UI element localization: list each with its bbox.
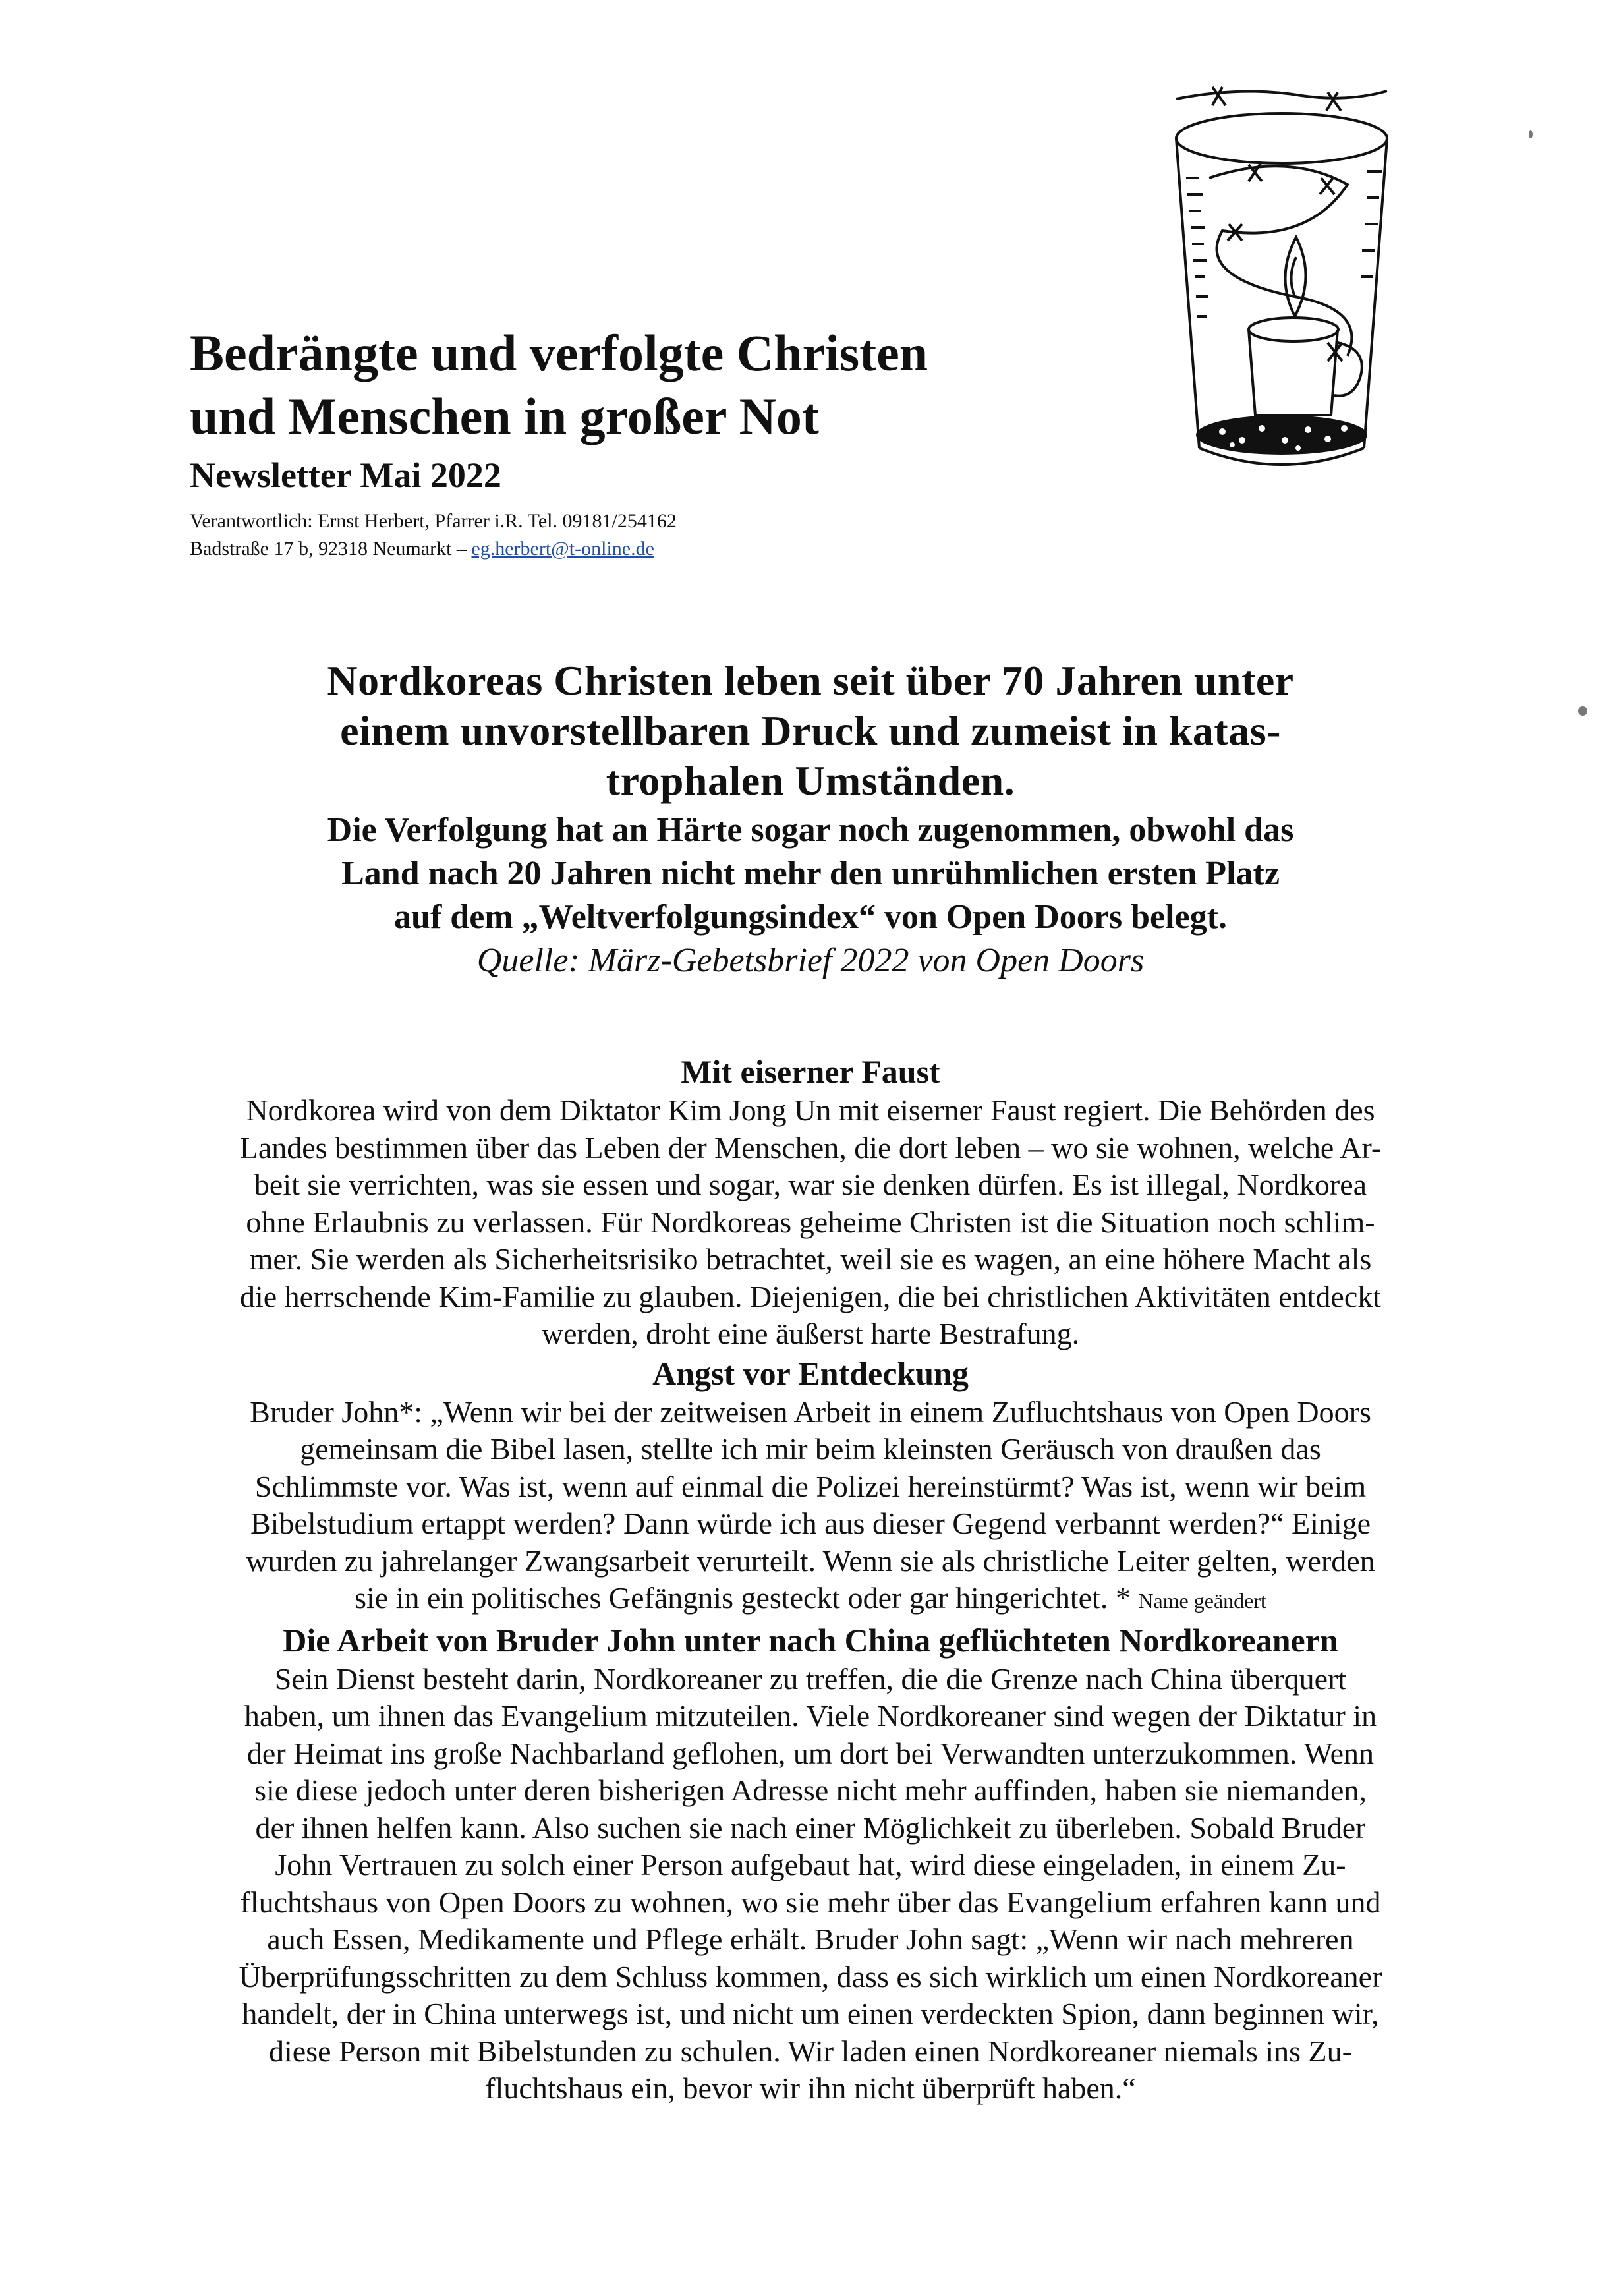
body-line-with-footnote — [178, 1580, 1443, 1620]
lead-headline-line2: einem unvorstellbaren Druck und zumeist in katas- — [340, 707, 1281, 754]
contact-email-link[interactable]: eg.herbert@t-online.de — [471, 538, 654, 560]
contact-responsible: Verantwortlich: Ernst Herbert, Pfarrer i.R. Tel. 09181/254162 — [190, 510, 677, 532]
section-body-arbeit-bruder-john — [178, 1661, 1443, 2108]
body-line: Nordkorea wird von dem Diktator Kim Jong Un mit eiserner Faust regiert. Die Behörden des — [246, 1093, 1375, 1127]
body-line: auch Essen, Medikamente und Pflege erhält. Bruder John sagt: „Wenn wir nach mehreren — [267, 1922, 1354, 1956]
body-line: ohne Erlaubnis zu verlassen. Für Nordkoreas geheime Christen ist die Situation noch schlim- — [246, 1205, 1375, 1239]
body-line: mer. Sie werden als Sicherheitsrisiko betrachtet, weil sie es wagen, an eine höhere Macht als — [249, 1242, 1372, 1276]
body-line: gemeinsam die Bibel lasen, stellte ich mir beim kleinsten Geräusch von draußen das — [300, 1432, 1321, 1466]
body-line: wurden zu jahrelanger Zwangsarbeit verurteilt. Wenn sie als christliche Leiter gelten, werden — [246, 1543, 1375, 1578]
scan-speck — [1578, 706, 1587, 716]
candle-in-glass-with-barbed-wire-icon — [1150, 79, 1413, 501]
article-body — [178, 1051, 1443, 2108]
body-line: fluchtshaus ein, bevor wir ihn nicht überprüft haben.“ — [485, 2071, 1136, 2105]
masthead-title-line1: Bedrängte und verfolgte Christen — [190, 324, 928, 382]
body-line: John Vertrauen zu solch einer Person aufgebaut hat, wird diese eingeladen, in einem Zu- — [275, 1848, 1346, 1881]
contact-address — [190, 535, 980, 563]
body-line: Sein Dienst besteht darin, Nordkoreaner zu treffen, die die Grenze nach China überquert — [274, 1661, 1347, 1696]
body-line-text: sie in ein politisches Gefängnis gesteckt oder gar hingerichtet. * — [355, 1581, 1131, 1615]
body-line: beit sie verrichten, was sie essen und sogar, war sie denken dürfen. Es ist illegal, Nordkorea — [254, 1168, 1367, 1201]
contact-address-text: Badstraße 17 b, 92318 Neumarkt – — [190, 538, 472, 560]
body-line: der ihnen helfen kann. Also suchen sie nach einer Möglichkeit zu überleben. Sobald Bruder — [255, 1810, 1366, 1845]
scan-speck — [1529, 130, 1533, 138]
lead-block — [158, 656, 1463, 983]
section-heading-angst-vor-entdeckung: Angst vor Entdeckung — [652, 1354, 969, 1392]
section-heading-arbeit-bruder-john: Die Arbeit von Bruder John unter nach China geflüchteten Nordkoreanern — [283, 1621, 1338, 1659]
body-line: fluchtshaus von Open Doors zu wohnen, wo sie mehr über das Evangelium erfahren kann und — [240, 1885, 1381, 1919]
lead-headline-line3: trophalen Umständen. — [606, 757, 1015, 804]
body-line: die herrschende Kim-Familie zu glauben. Diejenigen, die bei christlichen Aktivitäten entdeckt — [239, 1279, 1382, 1313]
section-body-angst-vor-entdeckung — [178, 1394, 1443, 1620]
body-line: Landes bestimmen über das Leben der Menschen, die dort leben – wo sie wohnen, welche Ar- — [239, 1130, 1382, 1164]
lead-subheadline-line2: Land nach 20 Jahren nicht mehr den unrühmlichen ersten Platz — [341, 855, 1280, 892]
lead-headline-line1: Nordkoreas Christen leben seit über 70 Jahren unter — [327, 657, 1294, 704]
masthead — [190, 322, 1112, 498]
section-body-eiserne-faust — [178, 1092, 1443, 1353]
footnote: Name geändert — [1138, 1589, 1266, 1613]
body-line: diese Person mit Bibelstunden zu schulen. Wir laden einen Nordkoreaner niemals ins Zu- — [269, 2034, 1352, 2068]
body-line: sie diese jedoch unter deren bisherigen Adresse nicht mehr auffinden, haben sie niemanden, — [254, 1773, 1367, 1807]
lead-subheadline-line1: Die Verfolgung hat an Härte sogar noch zugenommen, obwohl das — [327, 811, 1294, 849]
body-line: der Heimat ins große Nachbarland geflohen, um dort bei Verwandten unterzukommen. Wenn — [246, 1736, 1375, 1770]
body-line: haben, um ihnen das Evangelium mitzuteilen. Viele Nordkoreaner sind wegen der Diktatur in — [244, 1699, 1377, 1733]
body-line: handelt, der in China unterwegs ist, und nicht um einen verdeckten Spion, dann beginnen wir, — [242, 1997, 1379, 2030]
contact-block — [190, 507, 980, 563]
body-line: Überprüfungsschritten zu dem Schluss kommen, dass es sich wirklich um einen Nordkoreaner — [239, 1959, 1382, 1994]
newsletter-date: Newsletter Mai 2022 — [190, 455, 501, 495]
lead-subheadline-line3: auf dem „Weltverfolgungsindex“ von Open Doors belegt. — [394, 898, 1227, 936]
masthead-title-line2: und Menschen in großer Not — [190, 387, 819, 445]
section-heading-eiserne-faust: Mit eiserner Faust — [681, 1053, 940, 1090]
lead-source: Quelle: März-Gebetsbrief 2022 von Open Doors — [476, 942, 1145, 979]
body-line: werden, droht eine äußerst harte Bestrafung. — [541, 1317, 1080, 1350]
body-line: Schlimmste vor. Was ist, wenn auf einmal die Polizei hereinstürmt? Was ist, wenn wir beim — [254, 1469, 1367, 1503]
body-line: Bibelstudium ertappt werden? Dann würde ich aus dieser Gegend verbannt werden?“ Einige — [250, 1507, 1371, 1540]
body-line: Bruder John*: „Wenn wir bei der zeitweisen Arbeit in einem Zufluchtshaus von Open Doors — [250, 1394, 1371, 1429]
